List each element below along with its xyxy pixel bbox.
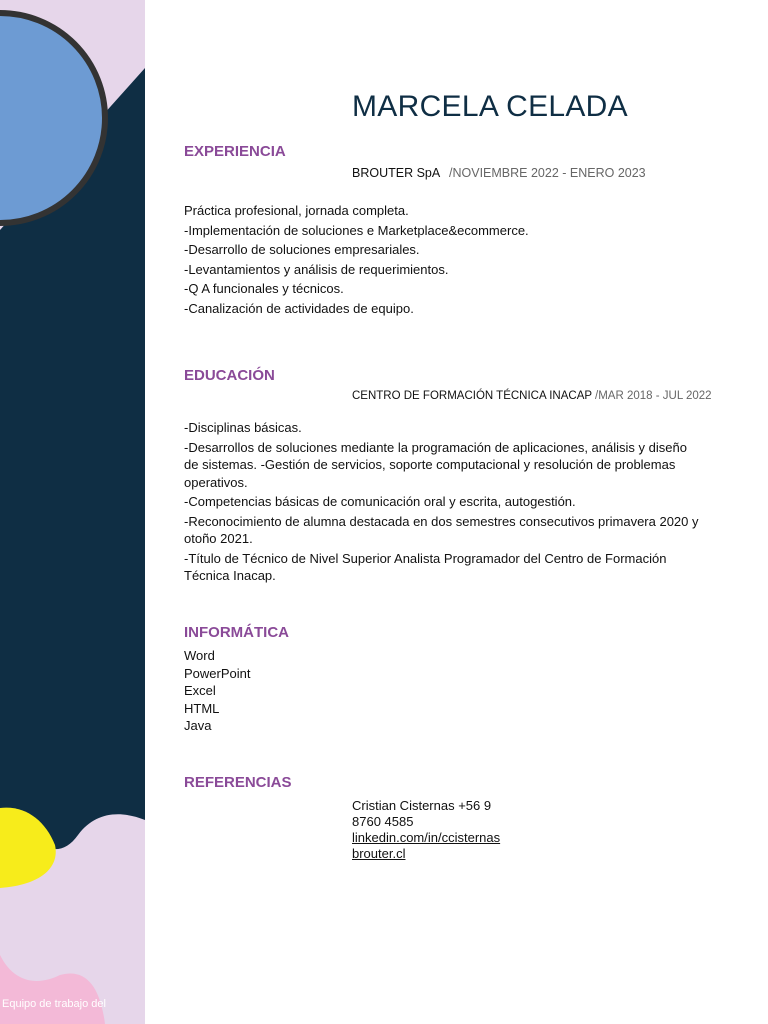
skill-item: PowerPoint: [184, 665, 251, 681]
candidate-name: MARCELA CELADA: [352, 90, 628, 123]
experience-line: -Q A funcionales y técnicos.: [184, 281, 344, 296]
skill-item: Java: [184, 718, 212, 733]
pink-blob-shape: [0, 955, 105, 1024]
education-dates: /MAR 2018 - JUL 2022: [595, 390, 712, 402]
references-heading: REFERENCIAS: [184, 774, 292, 791]
skills-heading: INFORMÁTICA: [184, 624, 289, 641]
experience-entry-header: [352, 166, 646, 180]
reference-contact: Cristian Cisternas +56 9 8760 4585: [352, 798, 492, 829]
sidebar-footer-text: Equipo de trabajo del: [2, 998, 106, 1010]
sidebar-shapes: [0, 0, 145, 1024]
skill-item: HTML: [184, 700, 220, 716]
experience-heading: EXPERIENCIA: [184, 143, 286, 160]
skill-item: Excel: [184, 683, 216, 698]
experience-line: Práctica profesional, jornada completa.: [184, 203, 409, 218]
skill-item: Word: [184, 648, 215, 663]
experience-dates: /NOVIEMBRE 2022 - ENERO 2023: [449, 166, 646, 180]
education-line: -Disciplinas básicas.: [184, 420, 302, 435]
education-org: CENTRO DE FORMACIÓN TÉCNICA INACAP: [352, 390, 592, 402]
experience-line: -Implementación de soluciones e Marketplace&ecommerce.: [184, 222, 529, 238]
education-line: -Reconocimiento de alumna destacada en dos semestres consecutivos primavera 2020 y otoño 2021.: [184, 513, 699, 546]
education-line: -Título de Técnico de Nivel Superior Analista Programador del Centro de Formación Técnica Inacap.: [184, 550, 667, 583]
education-line: -Desarrollos de soluciones mediante la programación de aplicaciones, análisis y diseño de sistemas. -Gestión de servicios, soporte computacional y resolución de problemas operativos.: [184, 439, 687, 490]
skills-list: [184, 647, 704, 735]
experience-line: -Canalización de actividades de equipo.: [184, 300, 414, 316]
education-details: [184, 419, 704, 587]
education-entry-header: [352, 390, 712, 402]
experience-line: -Levantamientos y análisis de requerimientos.: [184, 261, 449, 277]
education-line: -Competencias básicas de comunicación oral y escrita, autogestión.: [184, 494, 576, 509]
reference-website-link[interactable]: brouter.cl: [352, 846, 406, 861]
reference-linkedin-link[interactable]: linkedin.com/in/ccisternas: [352, 830, 501, 845]
experience-line: -Desarrollo de soluciones empresariales.: [184, 242, 420, 257]
experience-org: BROUTER SpA: [352, 166, 440, 180]
references-block: [352, 798, 512, 862]
education-heading: EDUCACIÓN: [184, 367, 275, 384]
experience-details: [184, 202, 704, 319]
decorative-sidebar: [0, 0, 145, 1024]
